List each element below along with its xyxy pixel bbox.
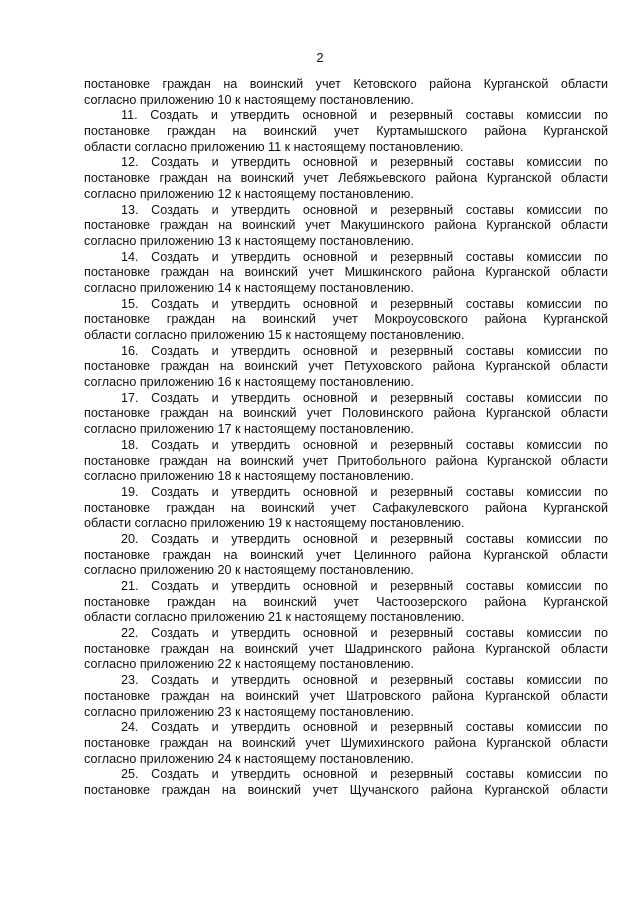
text-line: согласно приложению 14 к настоящему постановлению. — [84, 280, 414, 295]
text-line: 12. Создать и утвердить основной и резервный составы комиссии по — [121, 155, 608, 170]
text-line: 18. Создать и утвердить основной и резервный составы комиссии по — [121, 437, 608, 452]
text-line: постановке граждан на воинский учет Мокроусовского района Курганской — [84, 312, 608, 327]
text-line: 23. Создать и утвердить основной и резервный составы комиссии по — [121, 673, 608, 688]
text-line: согласно приложению 20 к настоящему постановлению. — [84, 563, 414, 578]
text-line: постановке граждан на воинский учет Лебяжьевского района Курганской области — [84, 171, 608, 186]
text-line: согласно приложению 10 к настоящему постановлению. — [84, 92, 414, 107]
text-line: 16. Создать и утвердить основной и резервный составы комиссии по — [121, 343, 608, 358]
text-line: постановке граждан на воинский учет Целинного района Курганской области — [84, 547, 608, 562]
text-line: 11. Создать и утвердить основной и резервный составы комиссии по — [121, 108, 608, 123]
text-line: постановке граждан на воинский учет Половинского района Курганской области — [84, 406, 608, 421]
text-line: постановке граждан на воинский учет Сафакулевского района Курганской — [84, 500, 608, 515]
text-line: постановке граждан на воинский учет Притобольного района Курганской области — [84, 453, 608, 468]
text-line: области согласно приложению 19 к настоящему постановлению. — [84, 516, 465, 531]
text-line: постановке граждан на воинский учет Кетовского района Курганской области — [84, 77, 608, 91]
text-line: постановке граждан на воинский учет Мишкинского района Курганской области — [84, 265, 608, 280]
text-line: 20. Создать и утвердить основной и резервный составы комиссии по — [121, 531, 608, 546]
text-line: 17. Создать и утвердить основной и резервный составы комиссии по — [121, 390, 608, 405]
text-line: согласно приложению 22 к настоящему постановлению. — [84, 657, 414, 672]
text-line: постановке граждан на воинский учет Шумихинского района Курганской области — [84, 735, 608, 750]
text-line: согласно приложению 16 к настоящему постановлению. — [84, 375, 414, 390]
text-line: постановке граждан на воинский учет Частоозерского района Курганской — [84, 594, 608, 609]
text-line: 19. Создать и утвердить основной и резервный составы комиссии по — [121, 484, 608, 499]
text-line: согласно приложению 23 к настоящему постановлению. — [84, 704, 414, 719]
text-line: согласно приложению 12 к настоящему постановлению. — [84, 186, 414, 201]
text-line: постановке граждан на воинский учет Шадринского района Курганской области — [84, 641, 608, 656]
text-line: 15. Создать и утвердить основной и резервный составы комиссии по — [121, 296, 608, 311]
text-line: постановке граждан на воинский учет Куртамышского района Курганской — [84, 124, 608, 139]
text-line: 24. Создать и утвердить основной и резервный составы комиссии по — [121, 720, 608, 735]
document-body — [84, 77, 608, 799]
page-number: 2 — [316, 50, 324, 65]
text-line: области согласно приложению 11 к настоящему постановлению. — [84, 139, 464, 154]
text-line: постановке граждан на воинский учет Шатровского района Курганской области — [84, 688, 608, 703]
text-line: 22. Создать и утвердить основной и резервный составы комиссии по — [121, 626, 608, 641]
text-line: согласно приложению 17 к настоящему постановлению. — [84, 422, 414, 437]
text-line: области согласно приложению 15 к настоящему постановлению. — [84, 328, 465, 342]
text-line: постановке граждан на воинский учет Петуховского района Курганской области — [84, 359, 608, 374]
text-line: 21. Создать и утвердить основной и резервный составы комиссии по — [121, 579, 608, 593]
text-line: согласно приложению 13 к настоящему постановлению. — [84, 233, 414, 248]
text-line: постановке граждан на воинский учет Щучанского района Курганской области — [84, 782, 608, 797]
text-line: 25. Создать и утвердить основной и резервный составы комиссии по — [121, 767, 608, 782]
text-line: согласно приложению 24 к настоящему постановлению. — [84, 751, 414, 766]
text-line: области согласно приложению 21 к настоящему постановлению. — [84, 610, 465, 625]
text-line: постановке граждан на воинский учет Макушинского района Курганской области — [84, 218, 608, 233]
text-line: 14. Создать и утвердить основной и резервный составы комиссии по — [121, 249, 608, 264]
text-line: согласно приложению 18 к настоящему постановлению. — [84, 469, 414, 484]
text-line: 13. Создать и утвердить основной и резервный составы комиссии по — [121, 202, 608, 217]
